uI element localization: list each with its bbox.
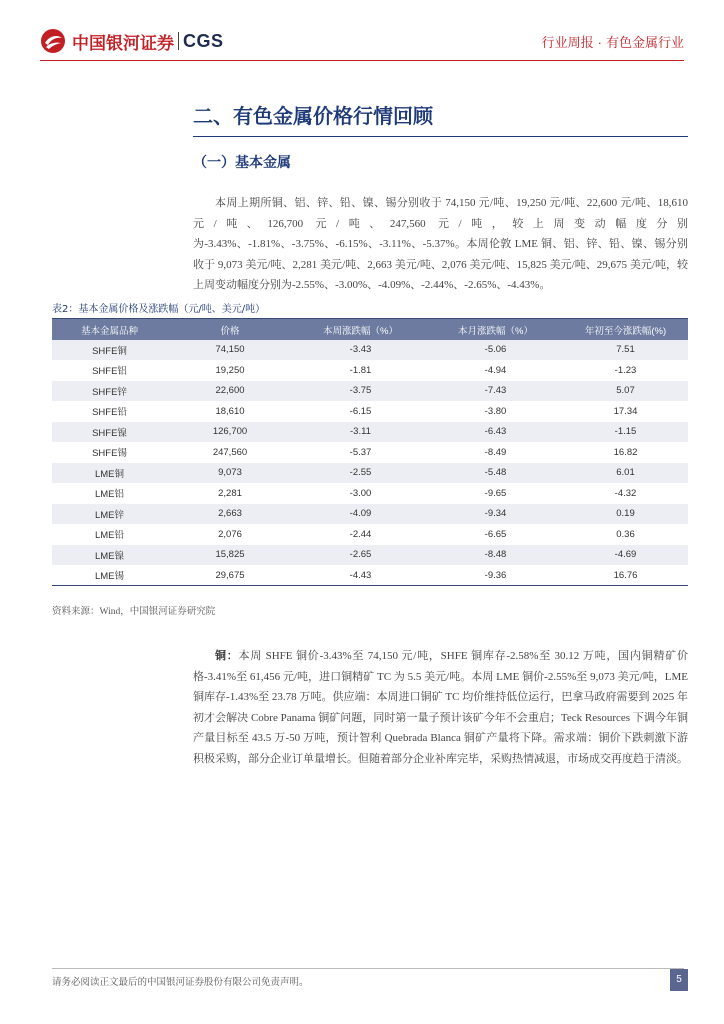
table-row	[52, 401, 688, 422]
table-row	[52, 442, 688, 463]
table-cell: -4.94	[428, 360, 563, 381]
table-body	[52, 340, 688, 586]
section-rule	[193, 136, 688, 137]
table-cell: 6.01	[563, 463, 688, 484]
table-cell: LME镍	[52, 545, 167, 566]
table-cell: 16.82	[563, 442, 688, 463]
galaxy-logo-icon	[40, 28, 66, 54]
table-cell: -6.43	[428, 422, 563, 443]
header-rule	[40, 60, 684, 61]
table-cell: LME铝	[52, 483, 167, 504]
table-cell: -5.37	[293, 442, 428, 463]
table-cell: -4.43	[293, 565, 428, 586]
table-cell: -2.65	[293, 545, 428, 566]
table-row	[52, 381, 688, 402]
table-cell: SHFE镍	[52, 422, 167, 443]
table-cell: -4.69	[563, 545, 688, 566]
page-header	[0, 0, 724, 60]
table-cell: 247,560	[167, 442, 293, 463]
table-cell: -8.48	[428, 545, 563, 566]
metal-price-table	[52, 318, 688, 586]
table-header-row	[52, 319, 688, 341]
col-header-monthly-change: 本月涨跌幅（%）	[428, 319, 563, 341]
table-row	[52, 565, 688, 586]
table-cell: -3.11	[293, 422, 428, 443]
table-cell: LME锡	[52, 565, 167, 586]
table-cell: -3.00	[293, 483, 428, 504]
table-cell: 18,610	[167, 401, 293, 422]
brand-divider	[178, 32, 179, 50]
copper-lead: 铜：	[215, 650, 239, 662]
table-cell: -4.09	[293, 504, 428, 525]
table-cell: 2,076	[167, 524, 293, 545]
col-header-ytd-change: 年初至今涨跌幅(%)	[563, 319, 688, 341]
table-cell: 17.34	[563, 401, 688, 422]
table-cell: -6.15	[293, 401, 428, 422]
table-cell: -1.23	[563, 360, 688, 381]
table-cell: -1.81	[293, 360, 428, 381]
table-cell: -4.32	[563, 483, 688, 504]
table-row	[52, 483, 688, 504]
brand-name-cn: 中国银河证券	[72, 33, 174, 53]
table-row	[52, 504, 688, 525]
table-row	[52, 422, 688, 443]
category-separator: ·	[597, 35, 602, 50]
table-cell: -2.44	[293, 524, 428, 545]
page-number: 5	[670, 969, 688, 991]
table-row	[52, 524, 688, 545]
table-cell: 9,073	[167, 463, 293, 484]
table-source: 资料来源：Wind，中国银河证券研究院	[52, 607, 216, 617]
table-cell: SHFE铅	[52, 401, 167, 422]
report-type: 行业周报	[541, 35, 594, 50]
table-cell: -7.43	[428, 381, 563, 402]
table-caption: 表2：基本金属价格及涨跌幅（元/吨、美元/吨）	[52, 304, 266, 315]
table-cell: LME铅	[52, 524, 167, 545]
table-cell: 22,600	[167, 381, 293, 402]
table-cell: -2.55	[293, 463, 428, 484]
table-row	[52, 340, 688, 360]
industry-name: 有色金属行业	[605, 35, 684, 50]
table-row	[52, 360, 688, 381]
table-cell: -3.80	[428, 401, 563, 422]
subsection-title: （一）基本金属	[193, 155, 291, 171]
table-cell: 2,281	[167, 483, 293, 504]
table-cell: LME锌	[52, 504, 167, 525]
table-cell: -3.43	[293, 340, 428, 360]
table-cell: -3.75	[293, 381, 428, 402]
price-summary-paragraph: 本周上期所铜、铝、锌、铅、镍、锡分别收于 74,150 元/吨、19,250 元/吨、22,600 元/吨、18,610 元/吨、126,700 元/吨、247,560 元/吨，较上周变动幅度分别为-3.43%、-1.81%、-3.75%、-6.15%、-3.11%、-5.37%。本周伦敦 LME 铜、铝、锌、铅、镍、锡分别收于 9,073 美元/吨、2,281 美元/吨、2,663 美元/吨、2,076 美元/吨、15,825 美元/吨、29,675 美元/吨，较上周变动幅度分别为-2.55%、-3.00%、-4.09%、-2.44%、-2.65%、-4.43%。	[193, 197, 688, 291]
table-cell: 19,250	[167, 360, 293, 381]
footer-disclaimer: 请务必阅读正文最后的中国银河证券股份有限公司免责声明。	[52, 978, 309, 988]
copper-text: 本周 SHFE 铜价-3.43%至 74,150 元/吨，SHFE 铜库存-2.58%至 30.12 万吨，国内铜精矿价格-3.41%至 61,456 元/吨，进口铜精矿 TC 为 5.5 美元/吨。本周 LME 铜价-2.55%至 9,073 美元/吨，LME 铜库存-1.43%至 23.78 万吨。供应端：本周进口铜矿 TC 均价维持低位运行，巴拿马政府需要到 2025 年初才会解决 Cobre Panama 铜矿问题，同时第一量子预计该矿今年不会重启；Teck Resources 下调今年铜产量目标至 43.5 万-50 万吨，预计智利 Quebrada Blanca 铜矿产量将下降。需求端：铜价下跌刺激下游积极采购，部分企业订单量增长。但随着部分企业补库完毕，采购热情减退，市场成交再度趋于清淡。	[193, 650, 688, 765]
table-cell: -9.65	[428, 483, 563, 504]
table-cell: SHFE锡	[52, 442, 167, 463]
table-cell: 2,663	[167, 504, 293, 525]
table-cell: 0.19	[563, 504, 688, 525]
table-cell: 7.51	[563, 340, 688, 360]
copper-analysis-paragraph	[193, 646, 688, 770]
table-cell: -5.48	[428, 463, 563, 484]
table-cell: -5.06	[428, 340, 563, 360]
table-cell: 16.76	[563, 565, 688, 586]
table-cell: SHFE锌	[52, 381, 167, 402]
table-row	[52, 463, 688, 484]
table-cell: -9.34	[428, 504, 563, 525]
brand-name-en: CGS	[183, 30, 224, 51]
report-category	[542, 32, 684, 51]
col-header-price: 价格	[167, 319, 293, 341]
col-header-metal: 基本金属品种	[52, 319, 167, 341]
table-cell: SHFE铝	[52, 360, 167, 381]
table-cell: -6.65	[428, 524, 563, 545]
table-cell: 15,825	[167, 545, 293, 566]
brand-logo	[40, 28, 224, 54]
table-cell: 0.36	[563, 524, 688, 545]
table-cell: -8.49	[428, 442, 563, 463]
table-cell: -1.15	[563, 422, 688, 443]
table-row	[52, 545, 688, 566]
footer-rule	[52, 968, 684, 969]
table-cell: LME铜	[52, 463, 167, 484]
table-cell: 74,150	[167, 340, 293, 360]
section-title: 二、有色金属价格行情回顾	[193, 104, 433, 128]
table-cell: -9.36	[428, 565, 563, 586]
table-cell: SHFE铜	[52, 340, 167, 360]
table-cell: 126,700	[167, 422, 293, 443]
table-cell: 5.07	[563, 381, 688, 402]
col-header-weekly-change: 本周涨跌幅（%）	[293, 319, 428, 341]
table-cell: 29,675	[167, 565, 293, 586]
